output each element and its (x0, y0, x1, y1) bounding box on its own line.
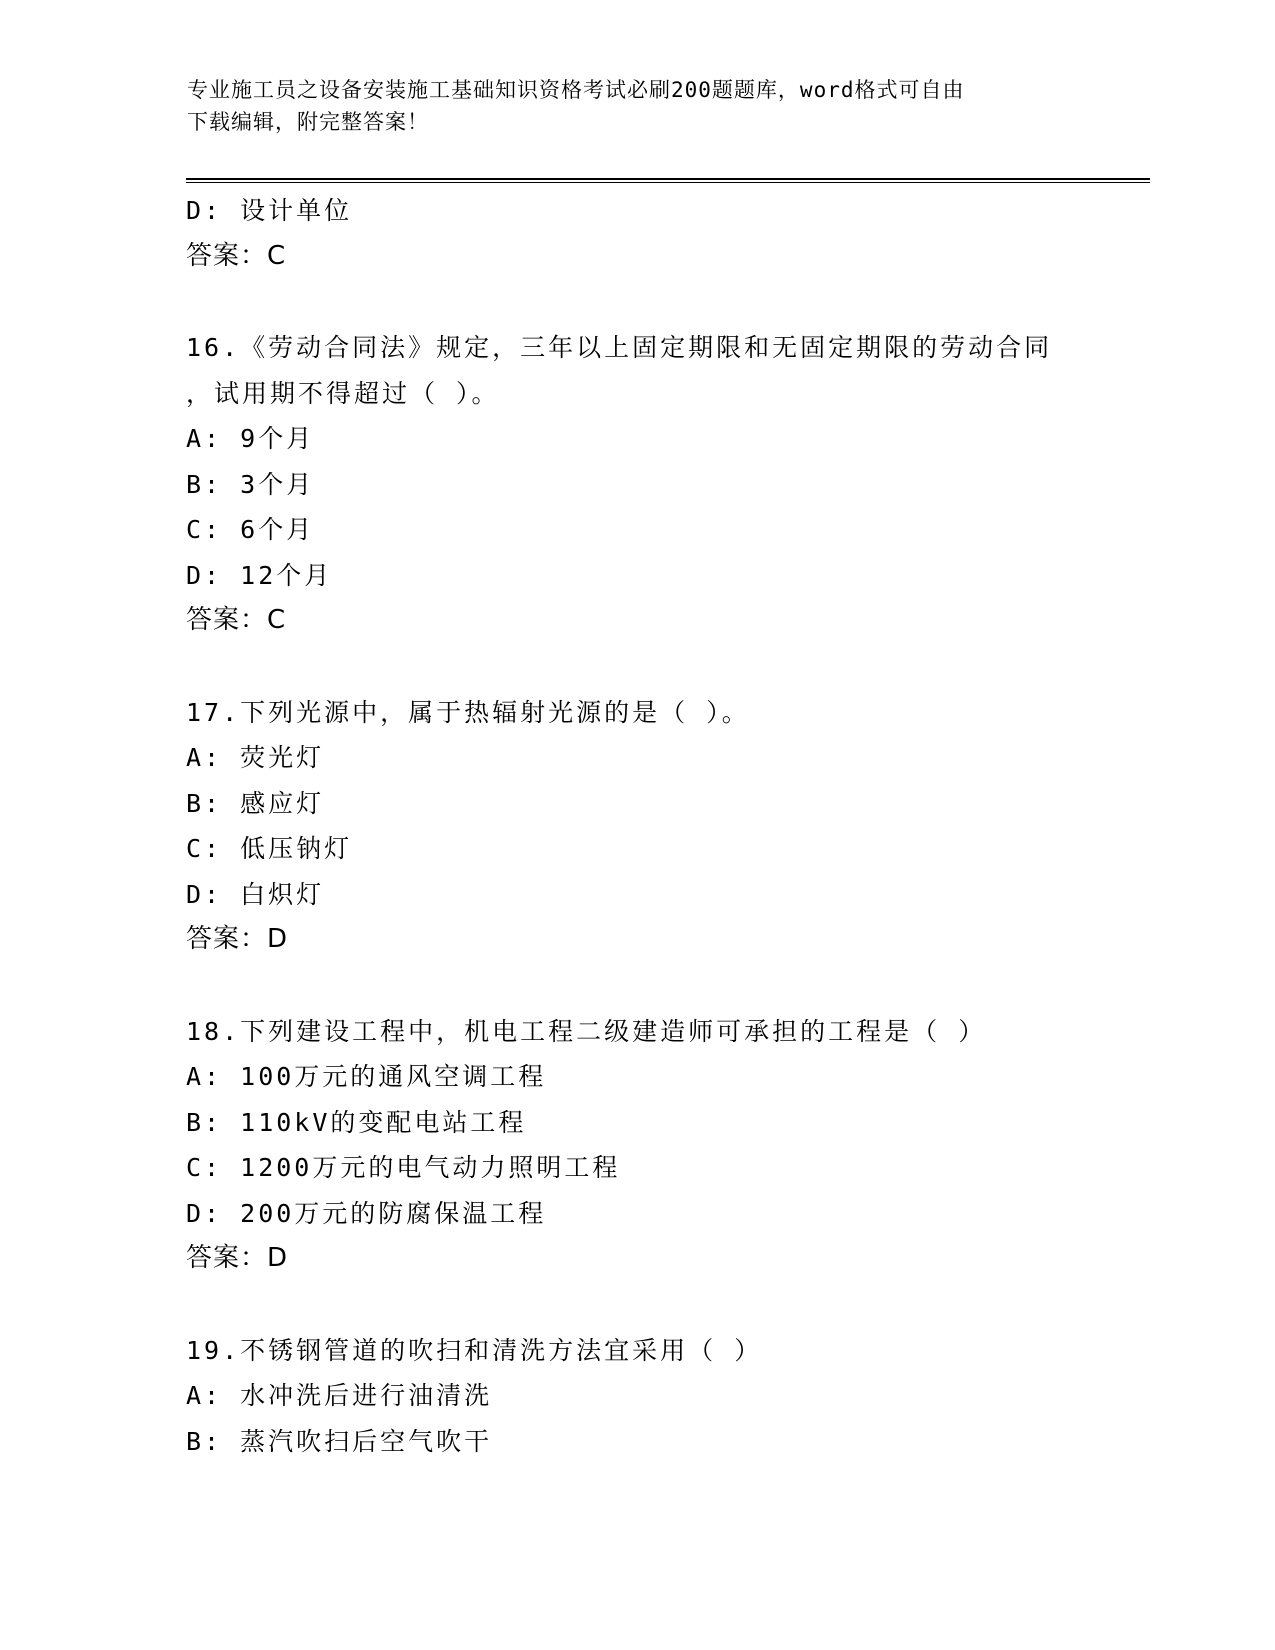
header-line-1: 专业施工员之设备安装施工基础知识资格考试必刷200题题库，word格式可自由 (187, 78, 965, 102)
header-line-2: 下载编辑，附完整答案！ (187, 110, 429, 134)
question-16 (186, 325, 1086, 644)
option-b: B: 感应灯 (186, 788, 325, 818)
option-b: B: 蒸汽吹扫后空气吹干 (186, 1426, 493, 1456)
option-d: D: 设计单位 (186, 196, 353, 225)
option-a: A: 100万元的通风空调工程 (186, 1062, 547, 1091)
question-15-tail (186, 188, 1086, 279)
header-divider-thick (186, 178, 1150, 180)
spacer (186, 279, 1086, 325)
option-c: C: 低压钠灯 (186, 834, 353, 863)
option-d: D: 白炽灯 (186, 879, 325, 909)
option-a: A: 9个月 (186, 424, 315, 453)
question-stem: 16.《劳动合同法》规定，三年以上固定期限和无固定期限的劳动合同 (186, 333, 1053, 362)
question-stem: 18.下列建设工程中，机电工程二级建造师可承担的工程是（ ） (186, 1016, 987, 1046)
option-a: A: 荧光灯 (186, 743, 325, 772)
answer-line: 答案：D (186, 924, 289, 954)
spacer (186, 644, 1086, 690)
document-header (187, 74, 1067, 138)
option-c: C: 6个月 (186, 515, 315, 544)
header-divider-thin (186, 182, 1150, 183)
option-c: C: 1200万元的电气动力照明工程 (186, 1153, 621, 1182)
question-18 (186, 1009, 1086, 1282)
answer-line: 答案：C (186, 605, 287, 635)
option-d: D: 12个月 (186, 560, 333, 590)
option-b: B: 110kV的变配电站工程 (186, 1107, 527, 1137)
option-d: D: 200万元的防腐保温工程 (186, 1198, 547, 1228)
question-stem: 19.不锈钢管道的吹扫和清洗方法宜采用（ ） (186, 1335, 763, 1365)
question-stem: 17.下列光源中，属于热辐射光源的是（ ）。 (186, 697, 750, 727)
question-17 (186, 690, 1086, 963)
answer-line: 答案：C (186, 240, 287, 271)
question-stem-continued: ，试用期不得超过（ ）。 (186, 378, 500, 408)
answer-line: 答案：D (186, 1243, 289, 1273)
spacer (186, 1282, 1086, 1328)
option-b: B: 3个月 (186, 469, 315, 499)
question-19 (186, 1328, 1086, 1465)
question-list (186, 188, 1086, 1464)
option-a: A: 水冲洗后进行油清洗 (186, 1381, 493, 1410)
spacer (186, 963, 1086, 1009)
